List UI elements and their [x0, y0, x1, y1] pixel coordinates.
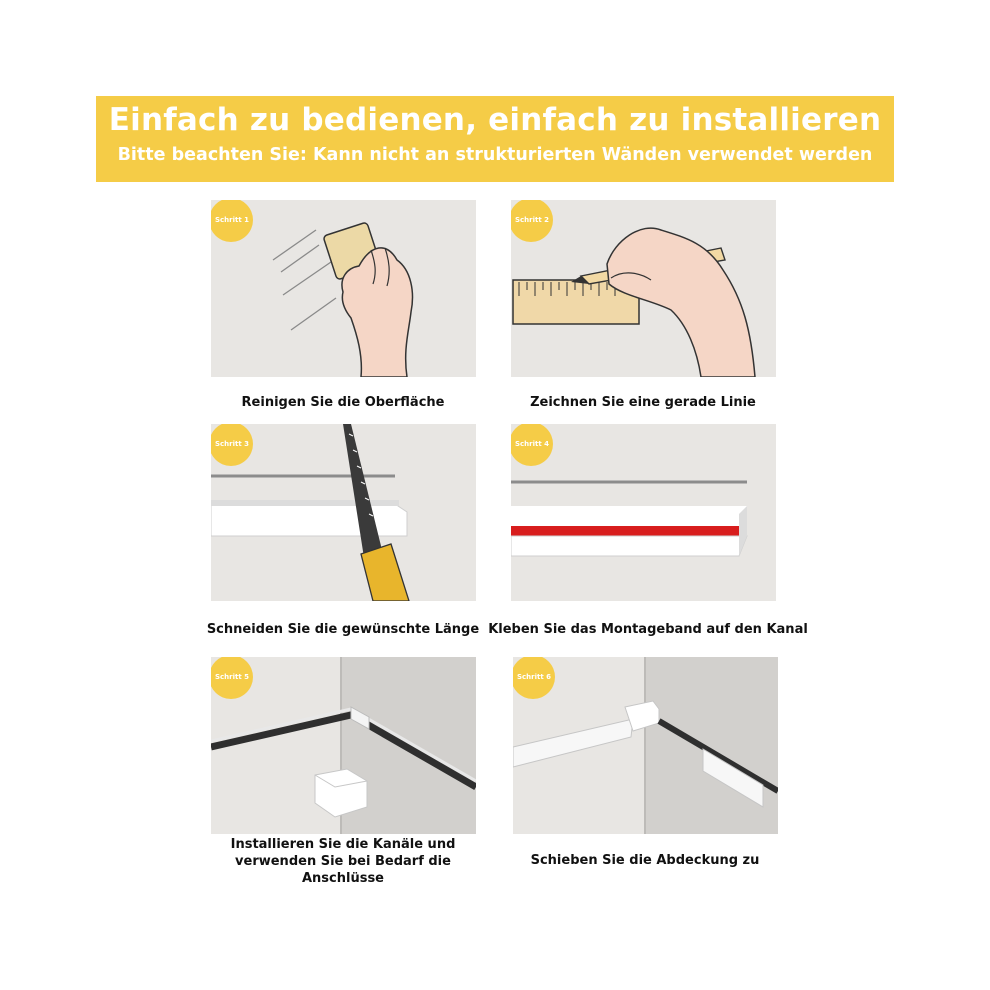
step-3-illustration	[211, 424, 476, 601]
step-2-badge: Schritt 2	[511, 200, 553, 242]
step-4-badge: Schritt 4	[511, 424, 553, 466]
step-2-illustration	[511, 200, 776, 377]
header-banner	[96, 96, 894, 182]
step-5-caption: Installieren Sie die Kanäle und verwenden Sie bei Bedarf die Anschlüsse	[230, 837, 456, 886]
step-6-illustration	[513, 657, 778, 834]
step-3-badge: Schritt 3	[211, 424, 253, 466]
step-4-illustration	[511, 424, 776, 601]
banner-title: Einfach zu bedienen, einfach zu installieren	[108, 102, 882, 138]
step-2-caption: Zeichnen Sie eine gerade Linie	[530, 395, 756, 410]
step-6-badge: Schritt 6	[513, 657, 555, 699]
step-1-caption: Reinigen Sie die Oberfläche	[241, 395, 445, 410]
banner-subtitle: Bitte beachten Sie: Kann nicht an strukturierten Wänden verwendet werden	[117, 145, 873, 165]
step-6-caption: Schieben Sie die Abdeckung zu	[530, 853, 760, 868]
step-4-caption: Kleben Sie das Montageband auf den Kanal	[488, 622, 808, 637]
step-5-badge: Schritt 5	[211, 657, 253, 699]
step-5-illustration	[211, 657, 476, 834]
step-3-caption: Schneiden Sie die gewünschte Länge	[206, 622, 480, 637]
step-1-badge: Schritt 1	[211, 200, 253, 242]
step-1-illustration	[211, 200, 476, 377]
